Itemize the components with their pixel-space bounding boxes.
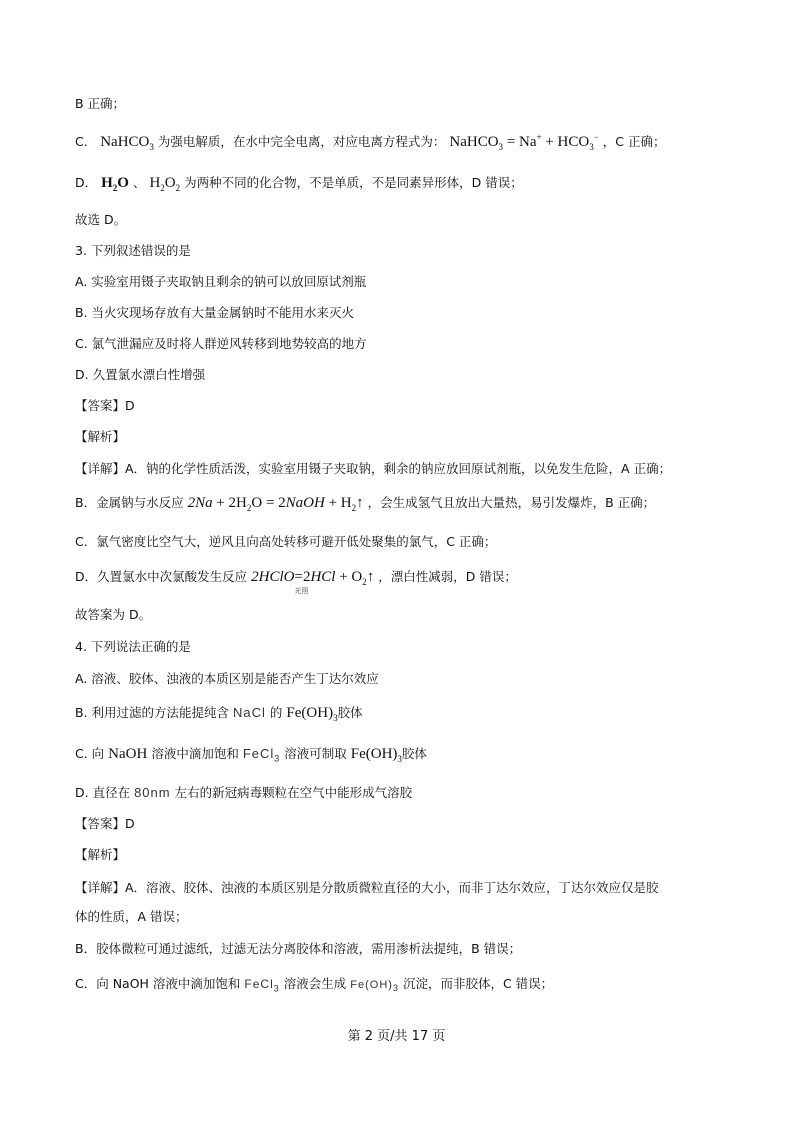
formula-feoh3: $Fe(OH)_3$	[350, 746, 402, 764]
question-stem: 4. 下列说法正确的是	[75, 639, 191, 654]
text-fragment: D. 直径在	[75, 785, 131, 800]
text-fragment: 为强电解质，在水中完全电离，对应电离方程式为：	[157, 134, 446, 149]
text-line: 体的性质，A 错误；	[75, 909, 188, 924]
choice-a: A. 实验室用镊子夹取钠且剩余的钠可以放回原试剂瓶	[75, 274, 367, 289]
formula-fecl3: FeCl$_3$	[242, 746, 281, 764]
text-line: 故选 D。	[75, 212, 127, 227]
text-fragment: 溶液中滴加饱和	[151, 746, 239, 761]
choice-a: A. 溶液、胶体、浊液的本质区别是能否产生丁达尔效应	[75, 671, 379, 686]
text-fragment: C. 向	[75, 746, 105, 761]
option-label: C．	[75, 134, 97, 149]
text-line: B．胶体微粒可通过滤纸，过滤无法分离胶体和溶液，需用渗析法提纯，B 错误；	[75, 941, 522, 956]
text-fragment: D．久置氯水中次氯酸发生反应	[75, 569, 248, 584]
text-fragment: ，C 正确；	[602, 134, 666, 149]
question-stem: 3. 下列叙述错误的是	[75, 243, 191, 258]
text-line	[75, 133, 665, 151]
text-line: C．氯气密度比空气大，逆风且向高处转移可避开低处聚集的氯气，C 正确；	[75, 534, 497, 549]
text-fragment: B. 利用过滤的方法能提纯含	[75, 705, 230, 720]
answer-label: 【答案】D	[75, 816, 135, 831]
text-fragment: C．向 NaOH 溶液中滴加饱和	[75, 976, 241, 991]
text-fragment: B．金属钠与水反应	[75, 495, 184, 510]
text-fragment: 胶体	[337, 705, 363, 720]
choice-d: D. 久置氯水漂白性增强	[75, 367, 206, 382]
reaction-equation: $2Na + 2H_2O$ = 2NaOH + $H_2↑$	[187, 495, 364, 513]
ionization-equation: NaHCO$_3$ = $Na^+ + HCO_3^-$	[449, 132, 599, 152]
analysis-label: 【解析】	[75, 847, 126, 862]
analysis-label: 【解析】	[75, 429, 126, 444]
formula-h2o2: $H_2O_2$	[149, 175, 181, 193]
text-line	[75, 568, 517, 595]
formula-feoh3: $Fe(OH)_3$	[350, 979, 399, 994]
choice-c: C. 氯气泄漏应及时将人群逆风转移到地势较高的地方	[75, 336, 367, 351]
reaction-condition: 光照	[294, 587, 309, 595]
answer-label: 【答案】D	[75, 398, 135, 413]
text-line: 故答案为 D。	[75, 607, 152, 622]
text-line	[75, 975, 553, 994]
text-fragment: 溶液会生成	[283, 976, 347, 991]
option-label: D．	[75, 175, 98, 190]
text-fragment: 的	[269, 705, 283, 720]
text-fragment: 胶体	[401, 746, 427, 761]
reaction-equation: 2HClO= 光照 $2HCl + O_2↑$	[251, 569, 374, 584]
text-fragment: 为两种不同的化合物，不是单质，不是同素异形体，D 错误；	[184, 175, 523, 190]
choice-b	[75, 704, 363, 722]
formula-naoh: NaOH	[108, 746, 148, 762]
formula-nacl: NaCl	[233, 705, 266, 720]
text-fragment: 、	[132, 175, 146, 190]
formula-feoh3: $Fe(OH)_3$	[286, 705, 338, 723]
text-line	[75, 174, 523, 192]
text-line: 【详解】A．钠的化学性质活泼，实验室用镊子夹取钠，剩余的钠应放回原试剂瓶，以免发生危险，A 正确；	[75, 461, 672, 476]
text-line: 【详解】A．溶液、胶体、浊液的本质区别是分散质微粒直径的大小，而非丁达尔效应，丁达尔效应仅是胶	[75, 880, 659, 895]
text-fragment: 左右的新冠病毒颗粒在空气中能形成气溶胶	[174, 785, 413, 800]
text-fragment: 溶液可制取	[284, 746, 347, 761]
particle-size: 80nm	[134, 785, 171, 800]
choice-c	[75, 745, 427, 763]
text-fragment: 沉淀，而非胶体，C 错误；	[402, 976, 554, 991]
text-line: B 正确；	[75, 96, 126, 111]
text-line	[75, 494, 655, 512]
text-fragment: ，会生成氢气且放出大量热，易引发爆炸，B 正确；	[367, 495, 656, 510]
page-footer: 第 2 页/共 17 页	[347, 1029, 446, 1044]
formula-fecl3: FeCl$_3$	[244, 977, 280, 994]
text-fragment: ，漂白性减弱，D 错误；	[378, 569, 517, 584]
formula-nahco3: NaHCO$_3$	[100, 134, 154, 152]
choice-b: B. 当火灾现场存放有大量金属钠时不能用水来灭火	[75, 305, 355, 320]
formula-h2o: $H_2O$	[101, 175, 129, 193]
choice-d	[75, 784, 412, 802]
